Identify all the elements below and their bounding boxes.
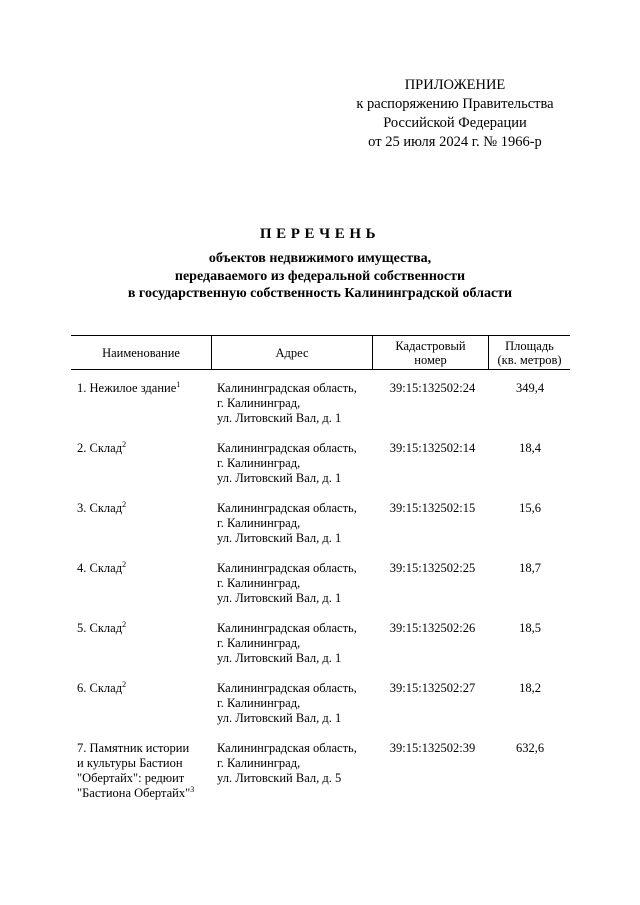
- cell-address-line: Калининградская область,: [217, 561, 357, 575]
- cell-address-line: г. Калининград,: [217, 396, 301, 410]
- document-title: ПЕРЕЧЕНЬ: [259, 226, 381, 242]
- cell-address-line: ул. Литовский Вал, д. 1: [217, 411, 342, 425]
- cell-address-line: ул. Литовский Вал, д. 5: [217, 771, 342, 785]
- cell-address-line: Калининградская область,: [217, 501, 357, 515]
- cell-address-line: Калининградская область,: [217, 741, 357, 755]
- subtitle-line: в государственную собственность Калининградской области: [127, 286, 513, 301]
- cell-address-line: ул. Литовский Вал, д. 1: [217, 651, 342, 665]
- footnote-marker: 2: [122, 680, 127, 689]
- cell-address-line: Калининградская область,: [217, 621, 357, 635]
- cell-cadastral-number: 39:15:132502:24: [389, 381, 476, 395]
- cell-cadastral-number: 39:15:132502:25: [389, 561, 476, 575]
- footnote-marker: 1: [176, 380, 181, 389]
- header-name: [71, 336, 211, 369]
- cell-name: [77, 681, 209, 696]
- cell-name: [77, 561, 209, 576]
- header-cadastral: [373, 336, 488, 369]
- cell-address-line: г. Калининград,: [217, 756, 301, 770]
- footnote-marker: 2: [122, 500, 127, 509]
- cell-cadastral-number: 39:15:132502:15: [389, 501, 476, 515]
- cell-address-line: ул. Литовский Вал, д. 1: [217, 471, 342, 485]
- cell-area: 18,4: [519, 441, 541, 455]
- cell-name-line: "Обертайх": редюит: [77, 771, 185, 785]
- cell-cadastral-number: 39:15:132502:14: [389, 441, 476, 455]
- cell-name-line: 1. Нежилое здание$^1$: [77, 380, 181, 395]
- cell-address-line: г. Калининград,: [217, 696, 301, 710]
- subtitle-line: объектов недвижимого имущества,: [208, 251, 432, 266]
- cell-address: [217, 741, 382, 786]
- cell-address-line: ул. Литовский Вал, д. 1: [217, 591, 342, 605]
- cell-name: [77, 501, 209, 516]
- footnote-marker: 2: [122, 620, 127, 629]
- cell-name: [77, 741, 209, 801]
- cell-cadastral-number: 39:15:132502:26: [389, 621, 476, 635]
- cell-cadastral-number: 39:15:132502:39: [389, 741, 476, 755]
- cell-name: [77, 381, 209, 396]
- cell-address-line: ул. Литовский Вал, д. 1: [217, 531, 342, 545]
- cell-name-line: "Бастиона Обертайх"$^3$: [77, 785, 195, 800]
- cell-area: 18,7: [519, 561, 541, 575]
- cell-area: 632,6: [515, 741, 545, 755]
- cell-name-line: 5. Склад$^2$: [77, 620, 127, 635]
- header-area-label: Площадь: [505, 338, 554, 353]
- cell-address: [217, 561, 382, 606]
- cell-address: [217, 681, 382, 726]
- cell-name: [77, 441, 209, 456]
- cell-address: [217, 441, 382, 486]
- cell-area: 18,2: [519, 681, 541, 695]
- cell-cadastral-number: 39:15:132502:27: [389, 681, 476, 695]
- cell-address: [217, 501, 382, 546]
- cell-area: 349,4: [515, 381, 545, 395]
- appendix-heading: ПРИЛОЖЕНИЕ: [404, 77, 506, 93]
- cell-address-line: г. Калининград,: [217, 516, 301, 530]
- appendix-date: от 25 июля 2024 г. № 1966-р: [368, 134, 542, 150]
- cell-name-line: 7. Памятник истории: [77, 741, 190, 755]
- header-address: [212, 336, 372, 369]
- header-cadastral-label: Кадастровый: [395, 338, 466, 353]
- appendix-line: к распоряжению Правительства: [356, 96, 554, 112]
- cell-address-line: г. Калининград,: [217, 636, 301, 650]
- header-address-label: Адрес: [275, 345, 309, 360]
- header-area-label: (кв. метров): [497, 352, 562, 367]
- table-header-bottom-rule: [71, 369, 570, 370]
- footnote-marker: 2: [122, 440, 127, 449]
- appendix-block: [300, 76, 610, 152]
- cell-name-line: 6. Склад$^2$: [77, 680, 127, 695]
- cell-address: [217, 621, 382, 666]
- appendix-line: Российской Федерации: [383, 115, 527, 131]
- document-subtitle: [0, 250, 640, 303]
- footnote-marker: 3: [190, 785, 195, 794]
- cell-address-line: г. Калининград,: [217, 576, 301, 590]
- cell-address-line: Калининградская область,: [217, 681, 357, 695]
- cell-name-line: 3. Склад$^2$: [77, 500, 127, 515]
- cell-area: 18,5: [519, 621, 541, 635]
- cell-address-line: Калининградская область,: [217, 381, 357, 395]
- cell-area: 15,6: [519, 501, 541, 515]
- cell-name-line: 4. Склад$^2$: [77, 560, 127, 575]
- cell-name: [77, 621, 209, 636]
- footnote-marker: 2: [122, 560, 127, 569]
- cell-address-line: ул. Литовский Вал, д. 1: [217, 711, 342, 725]
- cell-name-line: 2. Склад$^2$: [77, 440, 127, 455]
- cell-address-line: Калининградская область,: [217, 441, 357, 455]
- subtitle-line: передаваемого из федеральной собственности: [174, 268, 466, 284]
- cell-address-line: г. Калининград,: [217, 456, 301, 470]
- cell-address: [217, 381, 382, 426]
- header-area: [489, 336, 570, 369]
- cell-name-line: и культуры Бастион: [77, 756, 183, 770]
- header-name-label: Наименование: [102, 345, 180, 360]
- header-cadastral-label: номер: [414, 352, 447, 367]
